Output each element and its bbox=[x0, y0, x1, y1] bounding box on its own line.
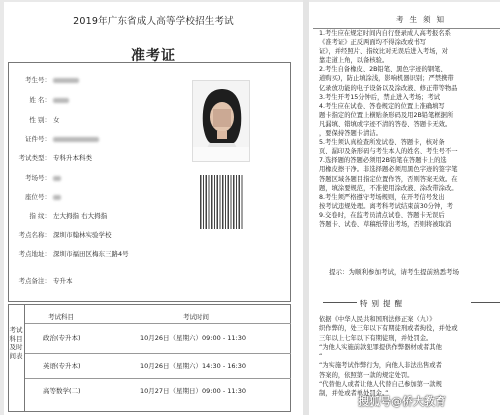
notice-title: 考生须知 bbox=[396, 15, 450, 24]
schedule-row-rule bbox=[25, 353, 291, 354]
redacted-value bbox=[53, 195, 61, 200]
field-fingerprint: 指 纹： 左大拇指 右大拇指 bbox=[29, 212, 108, 220]
candidate-photo bbox=[192, 80, 250, 162]
special-reminder-title: 特别提醒 bbox=[360, 299, 406, 308]
schedule-header-rule bbox=[25, 323, 291, 324]
notice-reminder: 提示：为顺利参加考试，请考生提前熟悉考场 bbox=[329, 268, 459, 276]
field-room-number: 考场号： bbox=[15, 173, 61, 182]
schedule-subject: 英语(专升本) bbox=[43, 362, 81, 370]
candidate-photo-image bbox=[193, 81, 250, 162]
special-rule-right bbox=[471, 302, 500, 303]
field-exam-type: 考试类型： 专科升本科类 bbox=[18, 154, 92, 162]
special-rule-left bbox=[323, 302, 357, 303]
field-venue-address: 考点地址： 深圳市福田区梅东三路4号 bbox=[18, 250, 129, 258]
ticket-barcode bbox=[200, 175, 244, 229]
field-venue-name: 考点名称： 深圳市翰林实验学校 bbox=[18, 231, 112, 239]
schedule-subject: 高等数学(二) bbox=[43, 387, 81, 395]
schedule-time: 10月26日（星期六）09:00 - 11:30 bbox=[140, 334, 246, 342]
redacted-value bbox=[53, 98, 69, 103]
redacted-value bbox=[53, 78, 79, 83]
schedule-time: 10月27日（星期日）09:00 - 11:30 bbox=[140, 387, 246, 395]
field-gender: 性 别： 女 bbox=[29, 116, 60, 124]
field-venue-note: 考点备注： 专升本 bbox=[18, 277, 73, 285]
field-name: 姓 名： bbox=[15, 95, 69, 104]
instructions-page bbox=[309, 2, 500, 415]
schedule-header-time: 考试时间 bbox=[183, 313, 209, 321]
field-candidate-number: 考生号： bbox=[15, 75, 79, 84]
ticket-title: 准考证 bbox=[131, 48, 176, 64]
notice-body: 1.考生应在规定时间内自行登录成人高考报名系 《准考证》正反两面均不得涂改或书写 证》，并经照片、指纹比对无误后进入考场，对 靠走道上角，以备核验。 2.考生自备橡皮、2B铅笔、黑色字迹的钢笔、 道购买)，防止填涂浅，影响机器识别；严禁携带 亿录放功能的电子设备以及涂改液、修正带等物品 3.考生开考15分钟后，禁止进入考场；考试 4.考生应在试卷、答卷规定的位置上准确填写 题卡指定的位置上横贴条形码及用2B铅笔框据所 凡漏填、错填或字迹不清的答卷、答题卡无效。 ，要保持答题卡清洁。 5.考生须认真检查所发试卷、答题卡，核对条 页、漏印及条形码与考生本人的姓名、考生号不一 7.选择题的答题必须用2B铅笔在答题卡上的选 用橡皮擦干净。非选择题必须用黑色字迹的签字笔 答题区域各题目指定位置作答，否则答案无效。在 题，填涂要规范，不准使用涂改液、涂改带涂改。 8.考生须严格遵守考场规则，在开考信号发出 按考试违规处理。离考科考试结束前30分钟，考 9.交卷时，在监考员清点试卷、答题卡无误后 答题卡、试卷、草稿纸带出考场，否则将被取消 bbox=[319, 30, 458, 228]
redacted-value bbox=[53, 137, 99, 142]
exam-header: 2019年广东省成人高等学校招生考试 bbox=[73, 16, 234, 27]
schedule-header-subject: 考试科目 bbox=[48, 313, 74, 321]
field-id-number: 证件号： bbox=[15, 134, 99, 143]
field-seat-number: 座位号： bbox=[15, 192, 61, 201]
schedule-side-label: 考试科目及时间表 bbox=[8, 304, 25, 412]
source-watermark: 搜狐号@侨大教育 bbox=[358, 395, 446, 408]
law-excerpt: 依据《中华人民共和国刑法修正案（九）》 织作弊的，处三年以下有期徒刑或者拘役，并处或 三年以上七年以下有期徒刑，并处罚金。 “为他人实施前款犯罪提供作弊器材或者其他 “ “为实施考试作弊行为，向他人非法出售或者 答案的，依照第一款的规定处罚。 “代替他人或者让他人代替自己参加第一款规 制，并处或者单处罚金。” bbox=[319, 316, 458, 398]
schedule-time: 10月26日（星期六）14:30 - 16:30 bbox=[140, 362, 246, 370]
schedule-row-rule bbox=[25, 378, 291, 379]
redacted-value bbox=[53, 176, 61, 181]
schedule-subject: 政治(专升本) bbox=[43, 334, 81, 342]
